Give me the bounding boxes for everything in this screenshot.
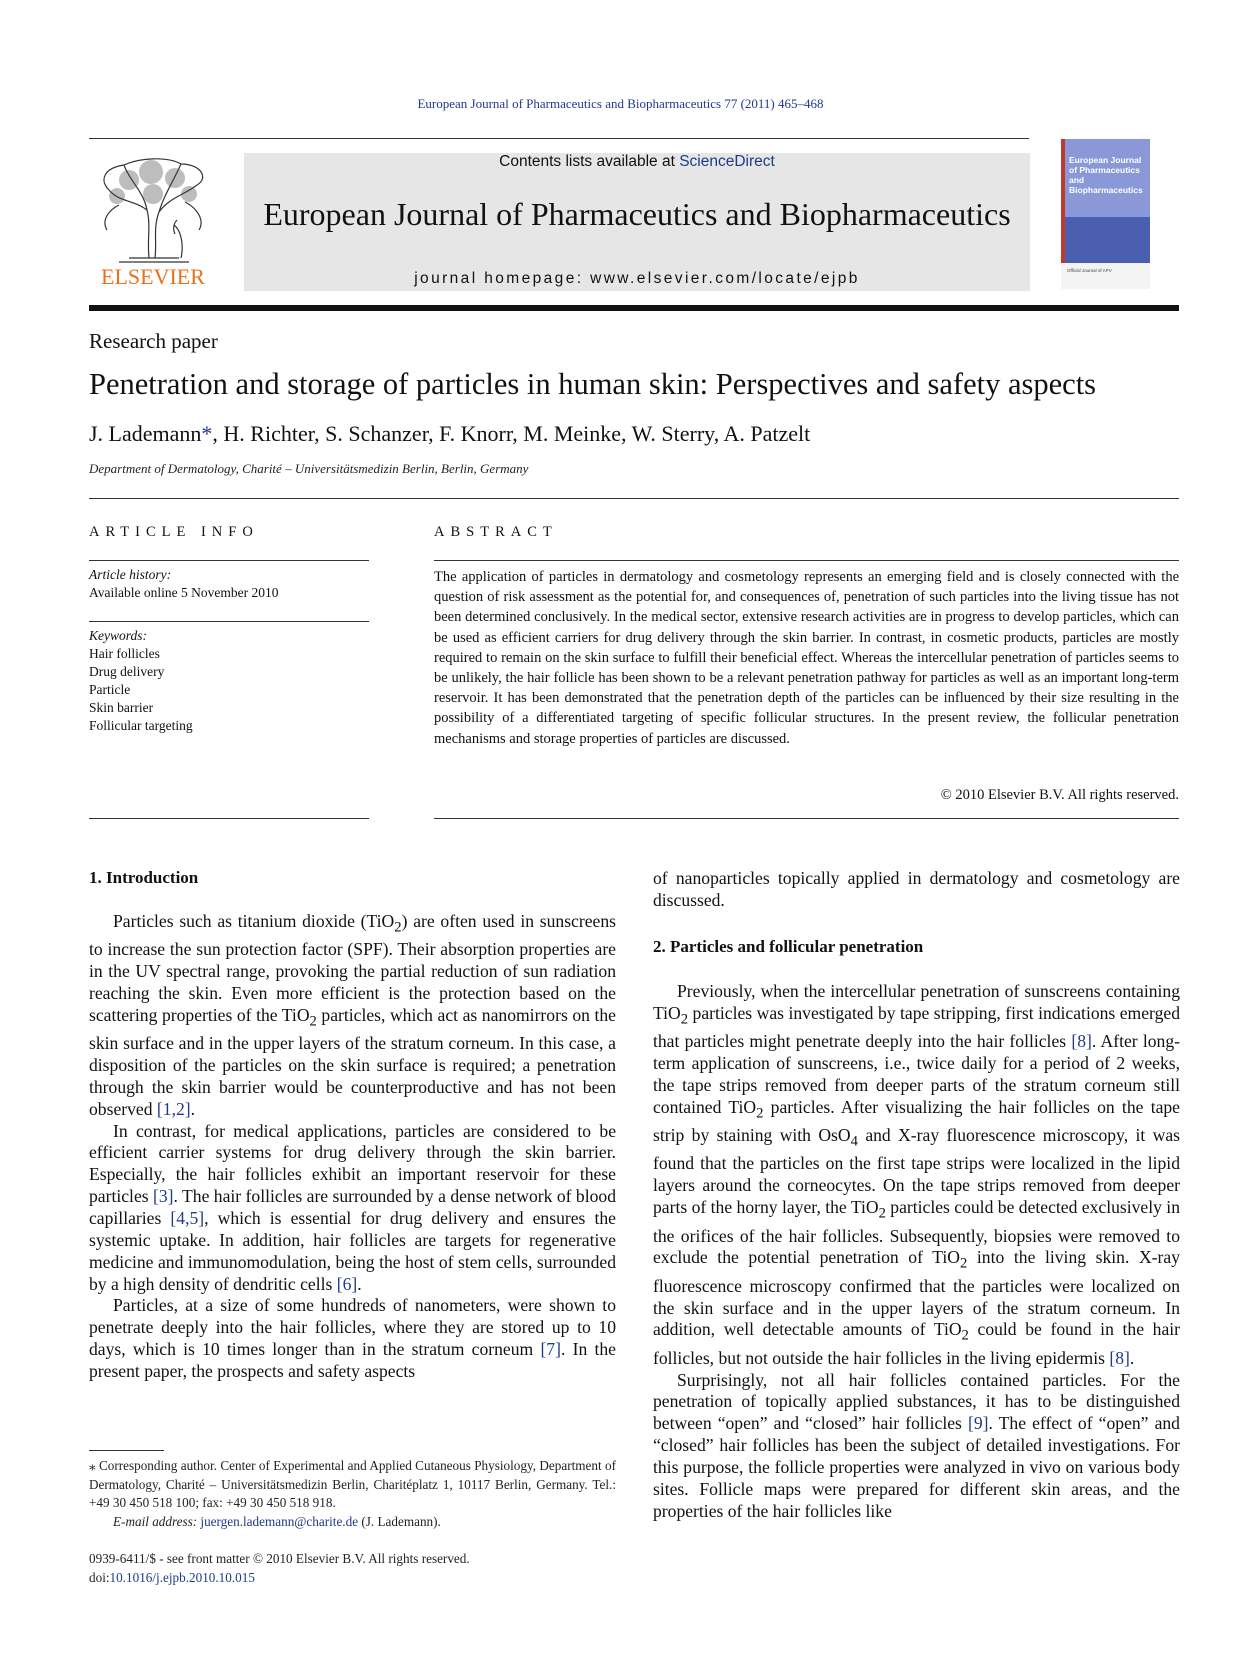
sciencedirect-link[interactable]: ScienceDirect — [679, 153, 775, 170]
elsevier-tree-icon — [89, 150, 217, 290]
paragraph: of nanoparticles topically applied in dermatology and cosmetology are discussed. — [653, 868, 1180, 910]
introduction-continued — [653, 868, 1180, 912]
cover-title: European Journal of Pharmaceutics and Biopharmaceutics — [1069, 155, 1143, 195]
keyword: Follicular targeting — [89, 718, 193, 733]
paragraph: Particles, at a size of some hundreds of nanometers, were shown to penetrate deeply into the hair follicles, where they are stored up to 10 days, which is 10 times longer than in the stratum corneum [7]. In the present paper, the prospects and safety aspects — [89, 1295, 616, 1381]
paragraph: In contrast, for medical applications, particles are considered to be efficient carrier systems for drug delivery through the skin barrier. Especially, the hair follicles exhibit an important reservoir for these particles [3]. The hair follicles are surrounded by a dense network of blood capillaries [4,5], which is essential for drug delivery and ensures the systemic uptake. In addition, hair follicles are targets for regenerative medicine and immunomodulation, being the host of stem cells, surrounded by a high density of dendritic cells [6]. — [89, 1120, 616, 1294]
footnote-mark: ⁎ — [89, 1458, 96, 1473]
reference-link[interactable]: [9] — [967, 1413, 989, 1434]
elsevier-logo — [89, 150, 217, 290]
elsevier-logo-text: ELSEVIER — [101, 264, 205, 289]
keyword: Drug delivery — [89, 664, 165, 679]
keyword: Skin barrier — [89, 700, 154, 715]
doi-link[interactable]: 10.1016/j.ejpb.2010.10.015 — [109, 1569, 255, 1585]
corresponding-author-mark[interactable]: * — [201, 421, 213, 446]
abstract-heading: ABSTRACT — [434, 524, 558, 540]
contents-line — [244, 153, 1030, 171]
keyword: Particle — [89, 682, 131, 697]
journal-name: European Journal of Pharmaceutics and Biopharmaceutics — [263, 196, 1011, 232]
section-heading-introduction: 1. Introduction — [89, 868, 199, 887]
footnote-rule — [89, 1450, 164, 1451]
keywords-list — [89, 645, 193, 735]
keyword: Hair follicles — [89, 646, 160, 661]
reference-link[interactable]: [4,5] — [170, 1208, 205, 1228]
issn-line: 0939-6411/$ - see front matter © 2010 Elsevier B.V. All rights reserved. — [89, 1551, 470, 1566]
author-email-link[interactable]: juergen.lademann@charite.de — [200, 1513, 359, 1529]
header-rule — [89, 138, 1029, 139]
author-list — [89, 421, 810, 447]
section-heading-particles: 2. Particles and follicular penetration — [653, 937, 924, 956]
reference-link[interactable]: [3] — [153, 1186, 174, 1207]
author-first: J. Lademann — [89, 421, 202, 446]
reference-link[interactable]: [6] — [336, 1273, 358, 1294]
contents-prefix: Contents lists available at — [499, 153, 680, 170]
article-info-heading: ARTICLE INFO — [89, 524, 259, 540]
introduction-body — [89, 911, 616, 1383]
journal-homepage[interactable]: journal homepage: www.elsevier.com/locate/ejpb — [414, 270, 860, 287]
abstract-copyright: © 2010 Elsevier B.V. All rights reserved. — [940, 787, 1179, 803]
reference-link[interactable]: [7] — [540, 1339, 561, 1360]
journal-citation[interactable]: European Journal of Pharmaceutics and Biopharmaceutics 77 (2011) 465–468 — [417, 96, 824, 111]
author-rest: , H. Richter, S. Schanzer, F. Knorr, M. Meinke, W. Sterry, A. Patzelt — [212, 421, 811, 446]
reference-link[interactable]: [8] — [1071, 1031, 1092, 1052]
paragraph: Surprisingly, not all hair follicles contained particles. For the penetration of topically applied substances, it has to be distinguished between “open” and “closed” hair follicles [9]. The effect of “open” and “closed” hair follicles has been the subject of detailed investigations. For this purpose, the follicle properties were analyzed in vivo on various body sites. Follicle maps were prepared for different skin areas, and the properties of the hair follicles like — [653, 1369, 1180, 1521]
reference-link[interactable]: [8] — [1109, 1347, 1130, 1368]
particles-body — [653, 981, 1180, 1523]
issn-doi-block — [89, 1550, 470, 1587]
header-thick-rule — [89, 305, 1179, 311]
journal-cover — [1061, 139, 1150, 289]
doi-line: doi:10.1016/j.ejpb.2010.10.015 — [89, 1569, 255, 1585]
title-rule — [89, 498, 1179, 499]
history-value: Available online 5 November 2010 — [89, 585, 279, 600]
cover-footer: Official Journal of APV — [1067, 268, 1112, 273]
keywords-label: Keywords: — [89, 628, 147, 643]
affiliation: Department of Dermatology, Charité – Universitätsmedizin Berlin, Berlin, Germany — [89, 461, 529, 476]
paragraph: Particles such as titanium dioxide (TiO$_2$) are often used in sunscreens to increase the sun protection factor (SPF). Their absorption properties are in the UV spectral range, provoking the partial reduction of sun radiation reaching the skin. Even more efficient is the protection based on the scattering properties of the TiO$_2$ particles, which act as nanomirrors on the skin surface and in the upper layers of the stratum corneum. In this case, a disposition of the particles on the skin surface is required; a penetration through the skin barrier would be counterproductive and has not been observed [1,2]. — [89, 911, 616, 1119]
paragraph: Previously, when the intercellular penetration of sunscreens containing TiO$_2$ particles was investigated by tape stripping, first indications emerged that particles might penetrate deeply into the hair follicles [8]. After long-term application of sunscreens, i.e., twice daily for a period of 2 weeks, the tape strips removed from deeper parts of the stratum corneum still contained TiO$_2$ particles. After visualizing the hair follicles on the tape strip by staining with OsO$_4$ and X-ray fluorescence microscopy, it was found that the particles on the first tape strips were localized in the lipid layers around the corneocytes. On the tape strips removed from deeper parts of the horny layer, the TiO$_2$ particles could be detected exclusively in the orifices of the hair follicles. Subsequently, biopsies were removed to exclude the potential penetration of TiO$_2$ into the living skin. X-ray fluorescence microscopy confirmed that the particles were localized on the skin surface and in the upper layers of the stratum corneum. In addition, well detectable amounts of TiO$_2$ could be found in the hair follicles, but not outside the hair follicles in the living epidermis [8]. — [653, 981, 1181, 1368]
article-type: Research paper — [89, 329, 218, 353]
article-title: Penetration and storage of particles in human skin: Perspectives and safety aspects — [89, 367, 1097, 401]
abstract-text: The application of particles in dermatology and cosmetology represents an emerging field and is closely connected with the question of risk assessment as the potential for, and consequences of, penetration of such particles into the living tissue has not been determined conclusively. In the medical sector, extensive research activities are in progress to develop particles, which can be used as efficient carriers for drug delivery through the skin barrier. In contrast, in cosmetic products, particles are mostly required to remain on the skin surface to fulfill their beneficial effect. Whereas the intercellular penetration of particles seems to be unlikely, the hair follicle has been shown to be a relevant penetration pathway for particles as well as an important long-term reservoir. It has been demonstrated that the penetration depth of the particles can be influenced by their size resulting in the possibility of a differentiated targeting of specific follicular structures. In the present review, the follicular penetration mechanisms and storage properties of particles are discussed. — [434, 569, 1179, 747]
reference-link[interactable]: [1,2] — [156, 1098, 191, 1119]
corresponding-author-footnote: ⁎ Corresponding author. Center of Experimental and Applied Cutaneous Physiology, Department of Dermatology, Charité – Universitätsmedizin Berlin, Charitéplatz 1, 10117 Berlin, Germany. Tel.: +49 30 450 518 100; fax: +49 30 450 518 918. E-mail address: juergen.lademann@charite.de (J. Lademann). — [89, 1458, 616, 1529]
history-label: Article history: — [89, 567, 172, 582]
